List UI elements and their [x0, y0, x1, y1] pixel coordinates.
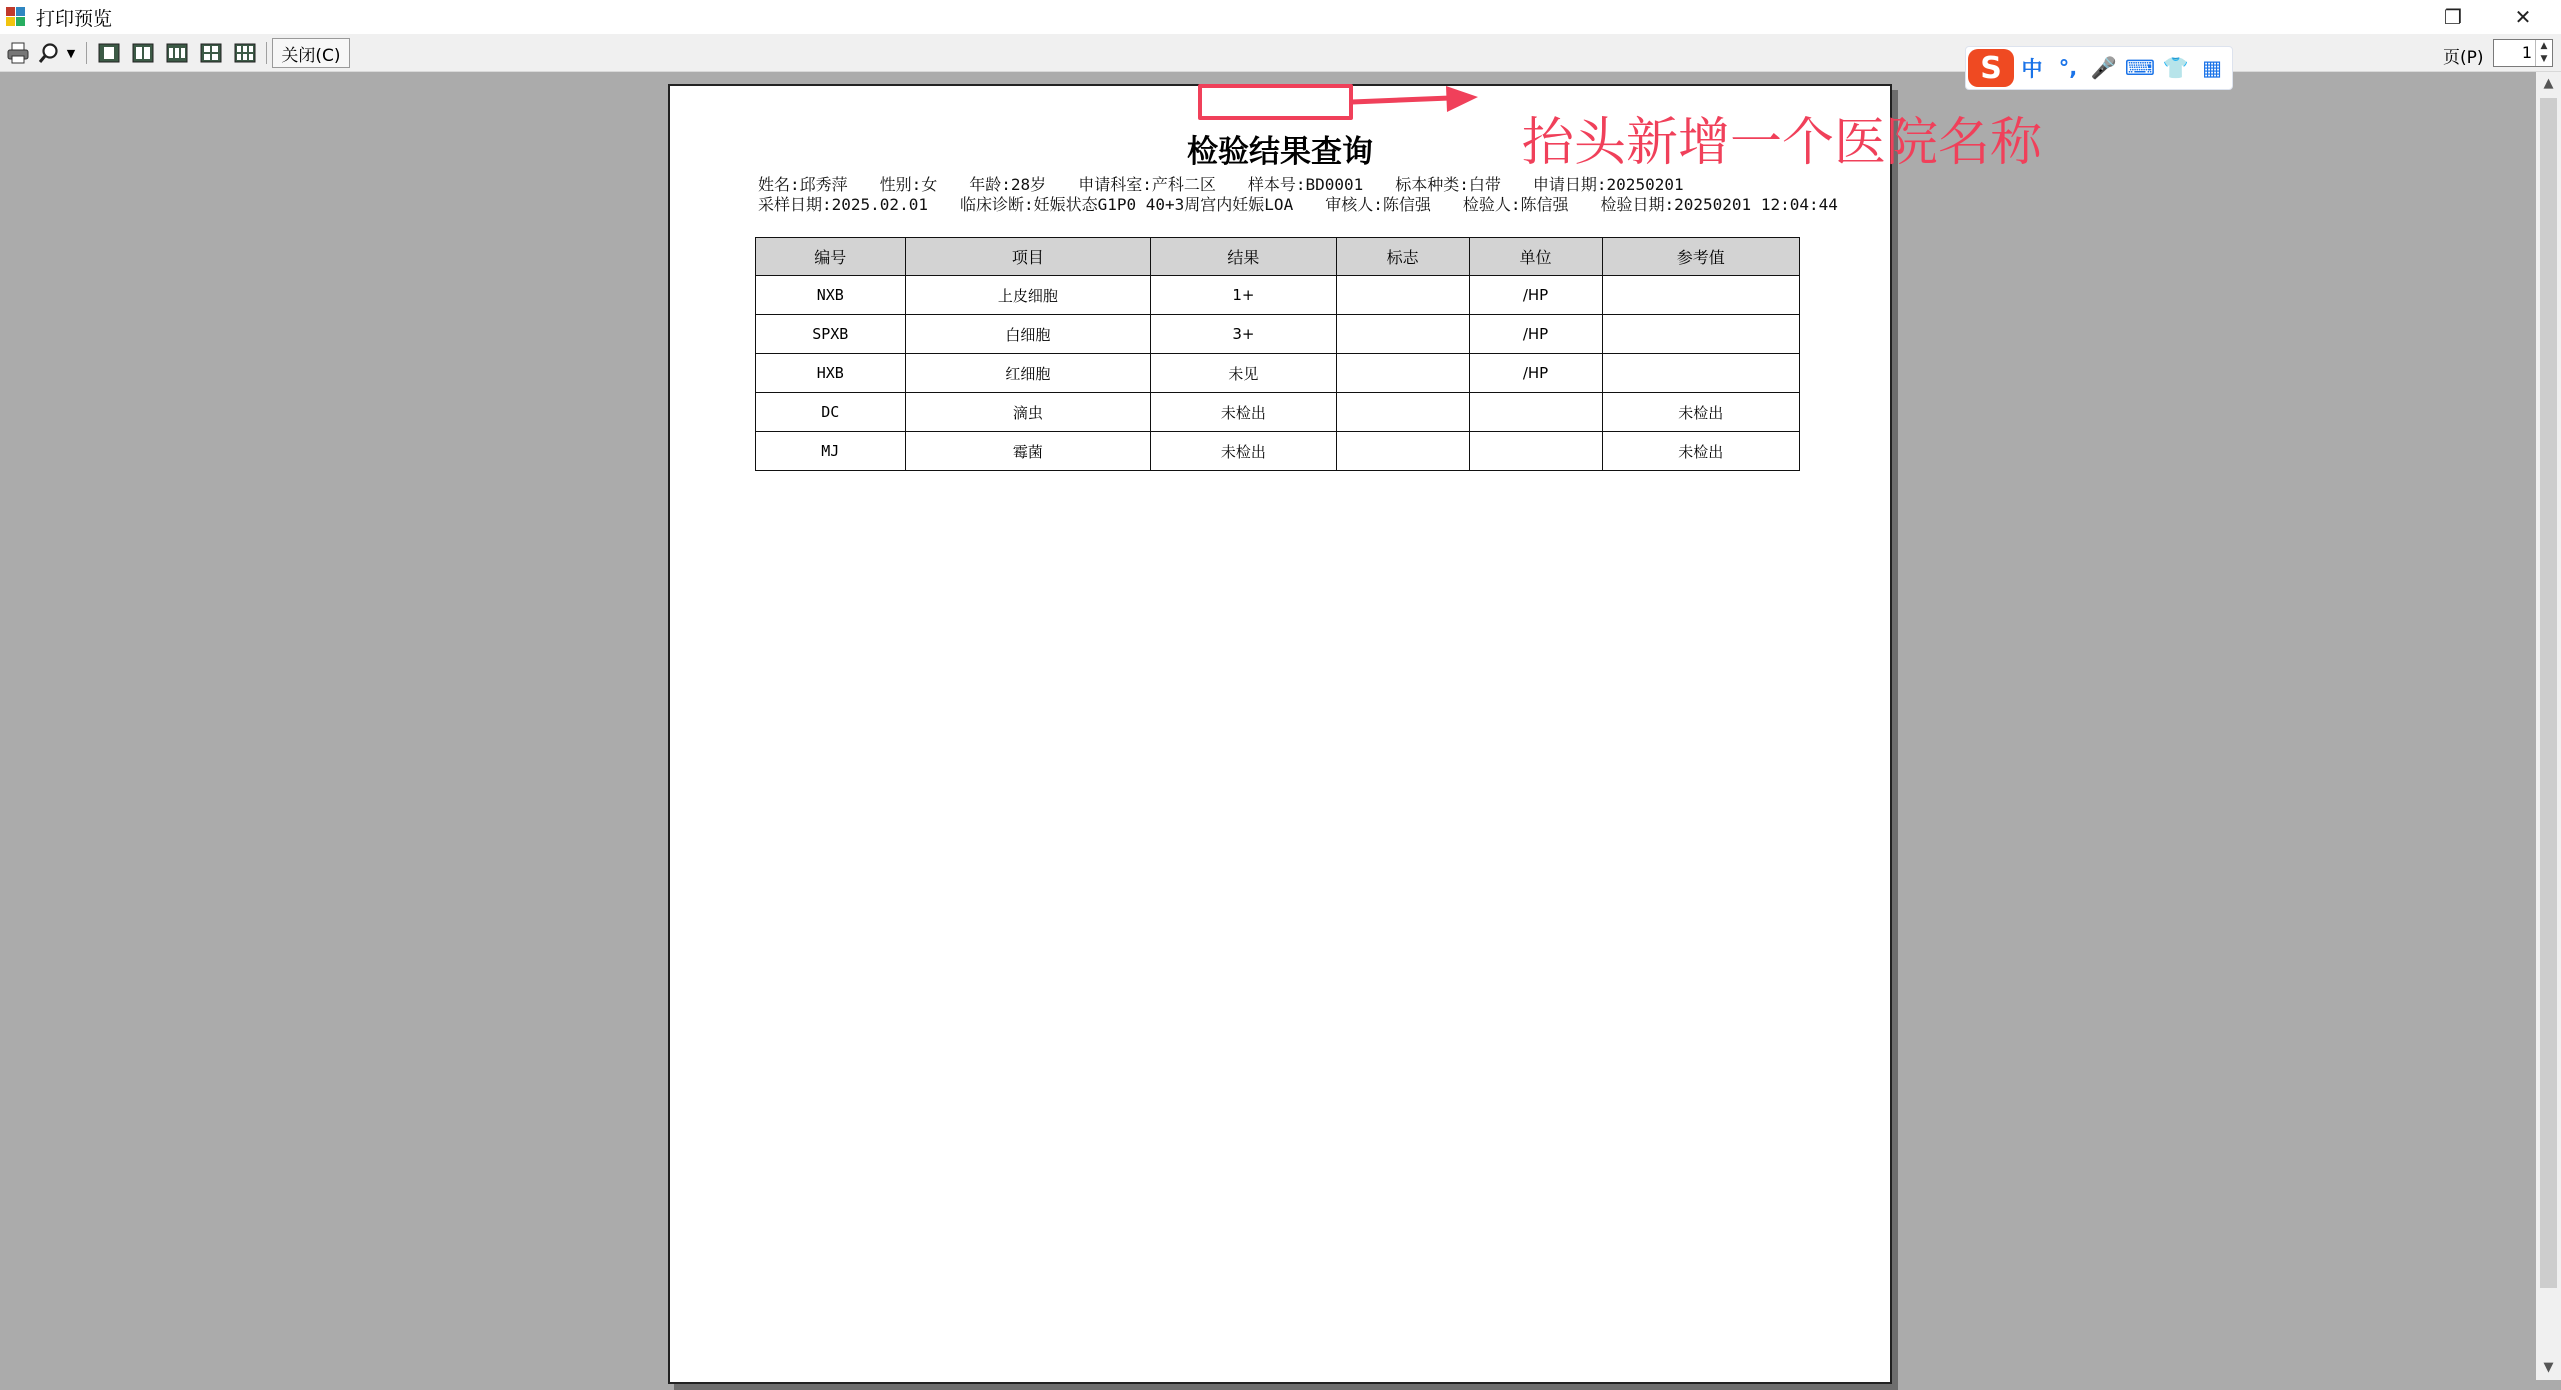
restore-button[interactable]: ❐: [2444, 5, 2462, 29]
window-title: 打印预览: [36, 7, 113, 30]
scroll-down-arrow-icon[interactable]: ▼: [2543, 1360, 2554, 1375]
close-preview-button[interactable]: 关闭(C): [272, 38, 350, 68]
ime-toolbar: [1965, 46, 2233, 90]
table-row: [756, 393, 1800, 432]
annotation-note: 抬头新增一个医院名称: [1522, 113, 2043, 173]
cell-result: 未检出: [1151, 432, 1336, 471]
tester: 检验人:陈信强: [1462, 195, 1569, 214]
department: 申请科室:产科二区: [1078, 175, 1216, 194]
patient-age: 年龄:28岁: [969, 175, 1047, 194]
print-preview-app-icon: [6, 7, 26, 27]
table-row: [756, 276, 1800, 315]
clinical-diagnosis: 临床诊断:妊娠状态G1P0 40+3周宫内妊娠LOA: [959, 195, 1294, 214]
four-pages-icon[interactable]: [198, 40, 224, 66]
cell-result: 1+: [1151, 276, 1336, 315]
report-title: 检验结果查询: [1187, 134, 1373, 170]
six-pages-icon[interactable]: [232, 40, 258, 66]
title-bar: [0, 0, 2561, 34]
page-number-stepper[interactable]: [2493, 39, 2553, 67]
print-icon[interactable]: [4, 40, 32, 66]
cell-reference: [1602, 354, 1799, 393]
sampling-date: 采样日期:2025.02.01: [758, 195, 928, 214]
patient-gender: 性别:女: [879, 175, 938, 194]
column-header: 结果: [1151, 238, 1336, 276]
table-row: [756, 432, 1800, 471]
close-window-button[interactable]: ✕: [2514, 5, 2532, 29]
sample-number: 样本号:BD0001: [1247, 175, 1364, 194]
cell-flag: [1336, 276, 1469, 315]
cell-flag: [1336, 354, 1469, 393]
cell-unit: /HP: [1469, 354, 1602, 393]
microphone-icon[interactable]: 🎤: [2090, 55, 2118, 80]
scroll-up-arrow-icon[interactable]: ▲: [2543, 76, 2554, 91]
column-header: 项目: [905, 238, 1151, 276]
cell-unit: [1469, 432, 1602, 471]
chevron-down-icon[interactable]: ▼: [66, 46, 76, 60]
cell-reference: [1602, 276, 1799, 315]
column-header: 单位: [1469, 238, 1602, 276]
scrollbar-thumb[interactable]: [2540, 98, 2557, 1288]
zoom-icon[interactable]: [36, 40, 62, 66]
annotation-highlight-box: [1198, 84, 1353, 120]
skin-icon[interactable]: 👕: [2162, 55, 2190, 80]
cell-code: MJ: [756, 432, 906, 471]
cell-reference: 未检出: [1602, 393, 1799, 432]
reviewer: 审核人:陈信强: [1325, 195, 1431, 214]
results-table: [755, 237, 1800, 471]
punctuation-icon[interactable]: °,: [2058, 56, 2078, 80]
vertical-scrollbar[interactable]: [2536, 72, 2561, 1380]
keyboard-icon[interactable]: ⌨: [2124, 56, 2156, 80]
patient-name: 姓名:邱秀萍: [758, 175, 848, 194]
cell-unit: /HP: [1469, 315, 1602, 354]
two-pages-icon[interactable]: [130, 40, 156, 66]
page-number-value[interactable]: 1: [2521, 43, 2532, 62]
table-header-row: [756, 238, 1800, 276]
cell-reference: 未检出: [1602, 432, 1799, 471]
request-date: 申请日期:20250201: [1532, 175, 1684, 194]
one-page-icon[interactable]: [96, 40, 122, 66]
column-header: 参考值: [1602, 238, 1799, 276]
table-row: [756, 315, 1800, 354]
cell-reference: [1602, 315, 1799, 354]
cell-code: DC: [756, 393, 906, 432]
column-header: 标志: [1336, 238, 1469, 276]
table-row: [756, 354, 1800, 393]
test-date: 检验日期:20250201 12:04:44: [1600, 195, 1838, 214]
sogou-logo-icon[interactable]: S: [1968, 49, 2014, 87]
stepper-arrows[interactable]: ▲ ▼: [2535, 40, 2552, 66]
cell-flag: [1336, 315, 1469, 354]
chinese-mode-icon[interactable]: 中: [2021, 57, 2043, 81]
cell-unit: [1469, 393, 1602, 432]
cell-item: 白细胞: [905, 315, 1151, 354]
toolbox-icon[interactable]: ▦: [2202, 56, 2222, 80]
cell-item: 上皮细胞: [905, 276, 1151, 315]
column-header: 编号: [756, 238, 906, 276]
cell-result: 未见: [1151, 354, 1336, 393]
cell-unit: /HP: [1469, 276, 1602, 315]
sample-type: 标本种类:白带: [1395, 175, 1501, 194]
cell-flag: [1336, 432, 1469, 471]
annotation-arrow-icon: [1350, 80, 1480, 120]
cell-result: 3+: [1151, 315, 1336, 354]
cell-code: HXB: [756, 354, 906, 393]
cell-flag: [1336, 393, 1469, 432]
cell-code: NXB: [756, 276, 906, 315]
page-label: 页(P): [2443, 48, 2484, 68]
cell-code: SPXB: [756, 315, 906, 354]
cell-item: 霉菌: [905, 432, 1151, 471]
cell-item: 滴虫: [905, 393, 1151, 432]
three-pages-icon[interactable]: [164, 40, 190, 66]
cell-result: 未检出: [1151, 393, 1336, 432]
cell-item: 红细胞: [905, 354, 1151, 393]
patient-info-line-2: [758, 192, 1838, 215]
